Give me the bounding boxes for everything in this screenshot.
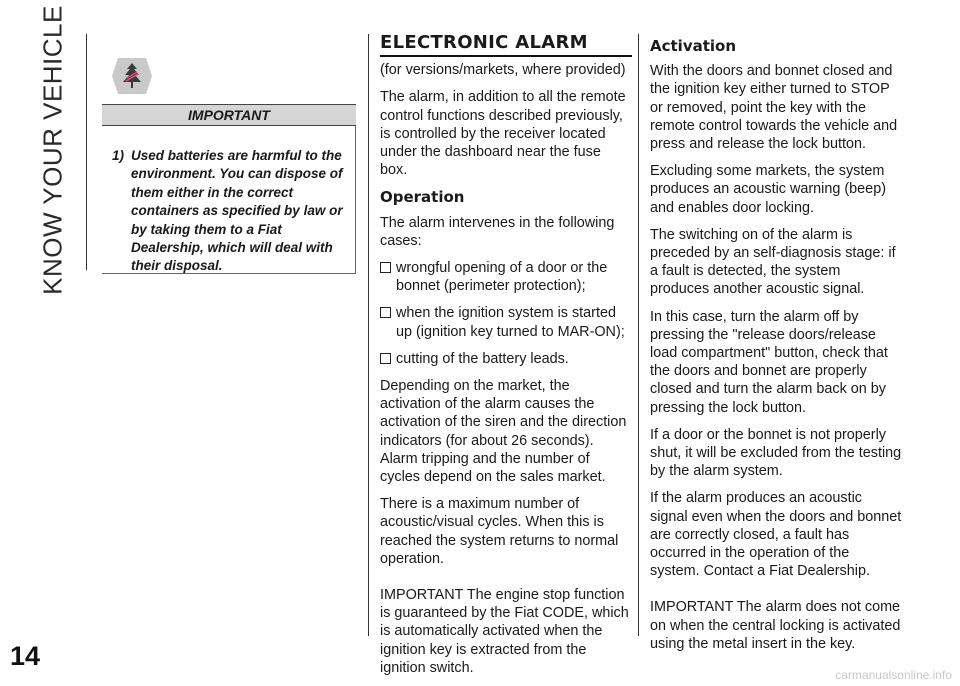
activation-paragraph: With the doors and bonnet closed and the ignition key either turned to STOP or removed, point the key with the remote control towards the vehicle and press and release the lock button. — [650, 63, 898, 153]
alarm-column-1 — [380, 34, 632, 686]
alarm-column-2 — [650, 27, 902, 662]
column-divider — [638, 34, 639, 636]
operation-paragraph: Depending on the market, the activation of the alarm causes the activation of the siren and the direction indicators (for about 26 seconds). Alarm tripping and the number of cycles depend on the sales market. — [380, 378, 627, 486]
operation-paragraph: There is a maximum number of acoustic/visual cycles. When this is reached the system returns to normal operation. — [380, 496, 619, 567]
section-subtitle: (for versions/markets, where provided) — [380, 62, 626, 79]
section-tab: KNOW YOUR VEHICLE — [37, 5, 68, 295]
watermark: carmanualsonline.info — [835, 668, 952, 682]
checkbox-bullet-icon — [380, 353, 391, 364]
section-tab-rule — [86, 34, 87, 270]
activation-paragraph: The switching on of the alarm is preceded by an self-diagnosis stage: if a fault is detected, the system produces another acoustic signal. — [650, 226, 896, 298]
list-item-text: cutting of the battery leads. — [396, 350, 569, 367]
activation-important: IMPORTANT The alarm does not come on when the central locking is activated using the metal insert in the key. — [650, 599, 901, 652]
important-box-title: IMPORTANT — [102, 104, 356, 126]
operation-lead: The alarm intervenes in the following cases: — [380, 214, 615, 249]
activation-heading: Activation — [650, 37, 737, 55]
checkbox-bullet-icon — [380, 262, 391, 273]
environment-tree-icon — [110, 56, 154, 96]
note-text: Used batteries are harmful to the environment. You can dispose of them either in the correct containers as specified by law or by taking them to a Fiat Dealership, which will deal with their disposal. — [131, 148, 343, 274]
column-divider — [368, 34, 369, 636]
list-item-text: wrongful opening of a door or the bonnet (perimeter protection); — [396, 260, 608, 295]
list-item — [380, 350, 632, 368]
page-number: 14 — [10, 641, 41, 671]
activation-paragraph: If a door or the bonnet is not properly shut, it will be excluded from the testing by the alarm system. — [650, 426, 902, 480]
list-item — [380, 304, 632, 340]
list-item-text: when the ignition system is started up (ignition key turned to MAR-ON); — [396, 305, 625, 340]
activation-paragraph: Excluding some markets, the system produces an acoustic warning (beep) and enables door locking. — [650, 163, 886, 216]
operation-important: IMPORTANT The engine stop function is guaranteed by the Fiat CODE, which is automatically activated when the ignition key is extracted from the ignition switch. — [380, 587, 629, 676]
activation-paragraph: In this case, turn the alarm off by pressing the "release doors/release load compartment" button, check that the doors and bonnet are properly closed and turn the alarm back on by pressing the lock button. — [650, 308, 888, 416]
operation-heading: Operation — [380, 188, 465, 207]
activation-paragraph: If the alarm produces an acoustic signal even when the doors and bonnet are correctly closed, a fault has occurred in the operation of the system. Contact a Fiat Dealership. — [650, 490, 902, 580]
important-note — [112, 147, 352, 276]
intro-paragraph: The alarm, in addition to all the remote control functions described previously, is controlled by the receiver located under the dashboard near the fuse box. — [380, 89, 626, 179]
checkbox-bullet-icon — [380, 307, 391, 318]
section-heading: ELECTRONIC ALARM — [380, 34, 632, 57]
note-number: 1) — [112, 148, 125, 163]
list-item — [380, 259, 632, 295]
